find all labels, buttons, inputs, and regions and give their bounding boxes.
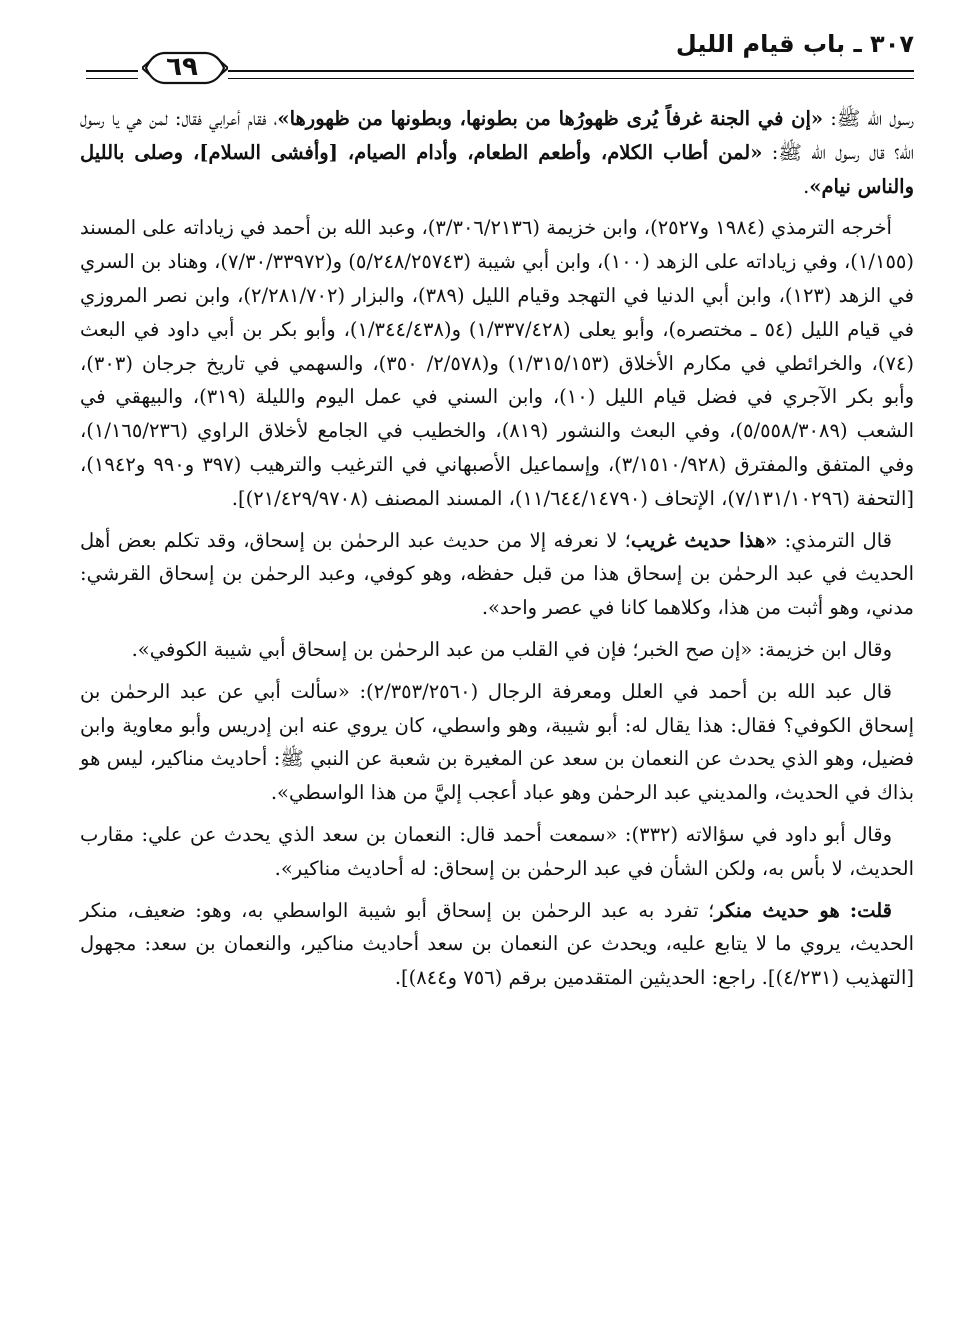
text-run: قال الترمذي:	[777, 528, 892, 552]
page-number-frame	[142, 50, 222, 86]
header-rule-thin	[228, 78, 914, 79]
tirmidhi-comment-paragraph	[80, 524, 914, 625]
text-run: ؛ تفرد به عبد الرحمٰن بن إسحاق أبو شيبة الواسطي به، وهو: ضعيف، منكر الحديث، يروي ما لا يتابع عليه، ويحدث عن النعمان بن سعد أحاديث مناكير، والنعمان بن سعد: مجهول [التهذيب (٤/٢٣١)]. راجع: الحديثين المتقدمين برقم (٧٥٦ و٨٤٤)].	[80, 898, 914, 990]
ibn-khuzaymah-paragraph: وقال ابن خزيمة: «إن صح الخبر؛ فإن في القلب من عبد الرحمٰن بن إسحاق أبي شيبة الكوفي».	[131, 637, 892, 661]
page-body	[80, 102, 914, 1003]
text-run: ، فقام أعرابي فقال: لمن هي يا رسول الله؟ قال رسول الله ﷺ:	[80, 107, 915, 164]
abdullah-ibn-ahmad-paragraph: قال عبد الله بن أحمد في العلل ومعرفة الرجال (٢/٣٥٣/٢٥٦٠): «سألت أبي عن عبد الرحمٰن بن إسحاق الكوفي؟ فقال: هذا يقال له: أبو شيبة، وهو واسطي، كان يروي عنه ابن إدريس وأبو معاوية وابن فضيل، وهو الذي يحدث عن النعمان بن سعد عن المغيرة بن شعبة عن النبي ﷺ: أحاديث مناكير، ليس هو بذاك في الحديث، والمديني عبد الرحمٰن وهو عباد أعجب إليَّ من هذا الواسطي».	[80, 679, 914, 805]
hadith-quote: «لمن أطاب الكلام، وأطعم الطعام، وأدام الصيام، [وأفشى السلام]، وصلى بالليل والناس نيام»	[80, 140, 914, 198]
header-rule-thin-left	[86, 78, 138, 79]
header-rule-thick	[228, 70, 914, 72]
takhrij-paragraph: أخرجه الترمذي (١٩٨٤ و٢٥٢٧)، وابن خزيمة (٣/٣٠٦/٢١٣٦)، وعبد الله بن أحمد في زياداته على المسند (١/١٥٥)، وفي زياداته على الزهد (١٠٠)، وابن أبي شيبة (٥/٢٤٨/٢٥٧٤٣) و(٧/٣٠/٣٣٩٧٢)، وهناد بن السري في الزهد (١٢٣)، وابن أبي الدنيا في التهجد وقيام الليل (٣٨٩)، والبزار (٢/٢٨١/٧٠٢)، وابن نصر المروزي في قيام الليل (٥٤ ـ مختصره)، وأبو يعلى (١/٣٣٧/٤٢٨) و(١/٣٤٤/٤٣٨)، وأبو بكر بن أبي داود في البعث (٧٤)، والخرائطي في مكارم الأخلاق (١/٣١٥/١٥٣) و(٢/٥٧٨/ ٣٥٠)، والسهمي في تاريخ جرجان (٣٠٣)، وأبو بكر الآجري في فضل قيام الليل (١٠)، وابن السني في عمل اليوم والليلة (٣١٩)، والبيهقي في الشعب (٥/٥٥٨/٣٠٨٩)، وفي البعث والنشور (٨١٩)، والخطيب في الجامع لأخلاق الراوي (١/١٦٥/٢٣٦)، وفي المتفق والمفترق (٣/١٥١٠/٩٢٨)، وإسماعيل الأصبهاني في الترغيب والترهيب (٣٩٧ و٩٩٠ و١٩٤٢)، [التحفة (٧/١٣١/١٠٢٩٦)، الإتحاف (١١/٦٤٤/١٤٧٩٠)، المسند المصنف (٢١/٤٢٩/٩٧٠٨)].	[80, 216, 915, 510]
running-title: ٣٠٧ ـ باب قيام الليل	[675, 30, 914, 58]
conclusion-paragraph	[80, 894, 914, 995]
text-run: رسول الله ﷺ:	[823, 107, 914, 130]
ruling-text: «هذا حديث غريب	[630, 528, 778, 552]
page-header	[80, 26, 914, 96]
text-run: .	[803, 174, 810, 198]
page-number: ٦٩	[166, 52, 198, 82]
header-rule-thick-left	[86, 70, 138, 72]
hadith-quote: «إن في الجنة غرفاً يُرى ظهورُها من بطونها، وبطونها من ظهورها»	[277, 107, 824, 130]
abu-dawud-paragraph: وقال أبو داود في سؤالاته (٣٣٢): «سمعت أحمد قال: النعمان بن سعد الذي يحدث عن علي: مقارب الحديث، لا بأس به، ولكن الشأن في عبد الرحمٰن بن إسحاق: له أحاديث مناكير».	[80, 822, 914, 880]
text-run: ؛ لا نعرفه إلا من حديث عبد الرحمٰن بن إسحاق، وقد تكلم بعض أهل الحديث في عبد الرحمٰن بن إسحاق هذا من قبل حفظه، وهو كوفي، وعبد الرحمٰن بن إسحاق القرشي: مدني، وهو أثبت من هذا، وكلاهما كانا في عصر واحد».	[80, 528, 914, 620]
hadith-text-paragraph	[80, 102, 914, 203]
ruling-text: قلت: هو حديث منكر	[714, 898, 892, 922]
